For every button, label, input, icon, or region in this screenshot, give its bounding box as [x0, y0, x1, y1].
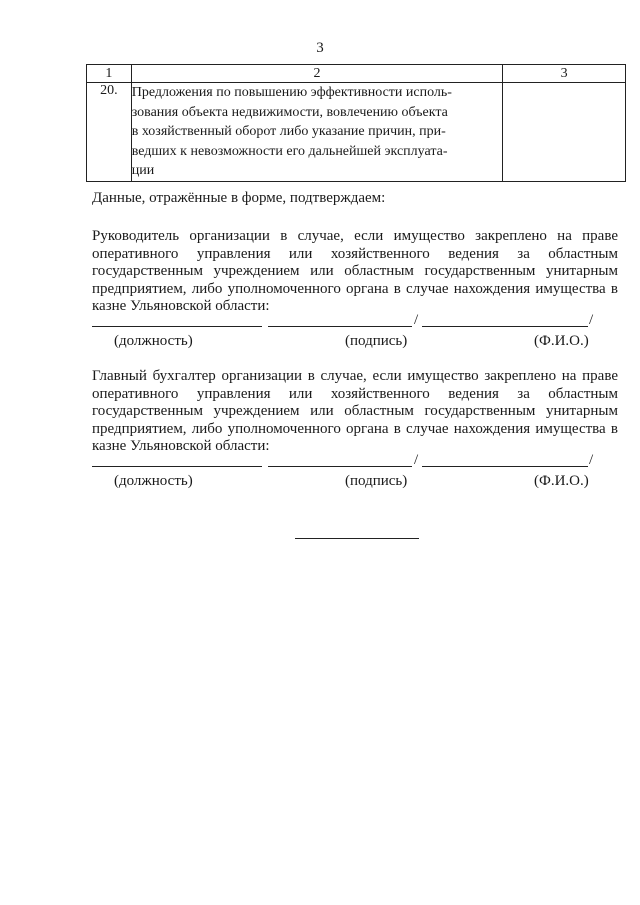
position-field-line — [92, 466, 262, 467]
accountant-signatory-text: Главный бухгалтер организации в случае, если имущество закреплено на праве оперативного управления или хозяйственного ведения за областным государственным учреждением или областным государственным унитарным предприятием, либо уполномоченного органа в случае нахождения имущества в казне Ульяновской области: — [92, 368, 618, 455]
description-line: в хозяйственный оборот либо указание причин, при- — [131, 124, 446, 139]
end-of-document-rule — [295, 538, 419, 539]
confirm-text: Данные, отражённые в форме, подтверждаем: — [92, 190, 386, 206]
separator-slash: / — [414, 312, 419, 328]
separator-slash: / — [414, 452, 419, 468]
caption-name: (Ф.И.О.) — [534, 333, 589, 349]
row-number: 20. — [87, 83, 132, 182]
head-signatory-text: Руководитель организации в случае, если имущество закреплено на праве оперативного управления или хозяйственного ведения за областным государственным учреждением или областным государственным унитарным предприятием, либо уполномоченного органа в случае нахождения имущества в казне Ульяновской области: — [92, 228, 618, 315]
column-header-3: 3 — [503, 65, 626, 83]
description-line: Предложения по повышению эффективности исполь- — [131, 85, 452, 100]
page-number: 3 — [316, 40, 324, 56]
name-field-line — [422, 466, 588, 467]
description-line: зования объекта недвижимости, вовлечению объекта — [131, 104, 448, 120]
name-field-line — [422, 326, 588, 327]
caption-name: (Ф.И.О.) — [534, 473, 589, 489]
caption-position: (должность) — [114, 333, 193, 349]
column-header-1: 1 — [87, 65, 132, 83]
row-value-cell — [503, 83, 626, 182]
description-line: ции — [131, 163, 155, 178]
accountant-signature-row — [92, 452, 602, 472]
position-field-line — [92, 326, 262, 327]
row-description — [131, 83, 502, 182]
column-header-2: 2 — [131, 65, 502, 83]
caption-signature: (подпись) — [345, 473, 408, 489]
table-row — [87, 83, 626, 182]
table-header-row — [87, 65, 626, 83]
signature-field-line — [268, 326, 412, 327]
description-line: ведших к невозможности его дальнейшей эксплуата- — [131, 143, 448, 159]
caption-position: (должность) — [114, 473, 193, 489]
separator-slash: / — [589, 452, 594, 468]
separator-slash: / — [589, 312, 594, 328]
head-signature-row — [92, 312, 602, 332]
form-table — [86, 64, 626, 182]
caption-signature: (подпись) — [345, 333, 408, 349]
signature-field-line — [268, 466, 412, 467]
